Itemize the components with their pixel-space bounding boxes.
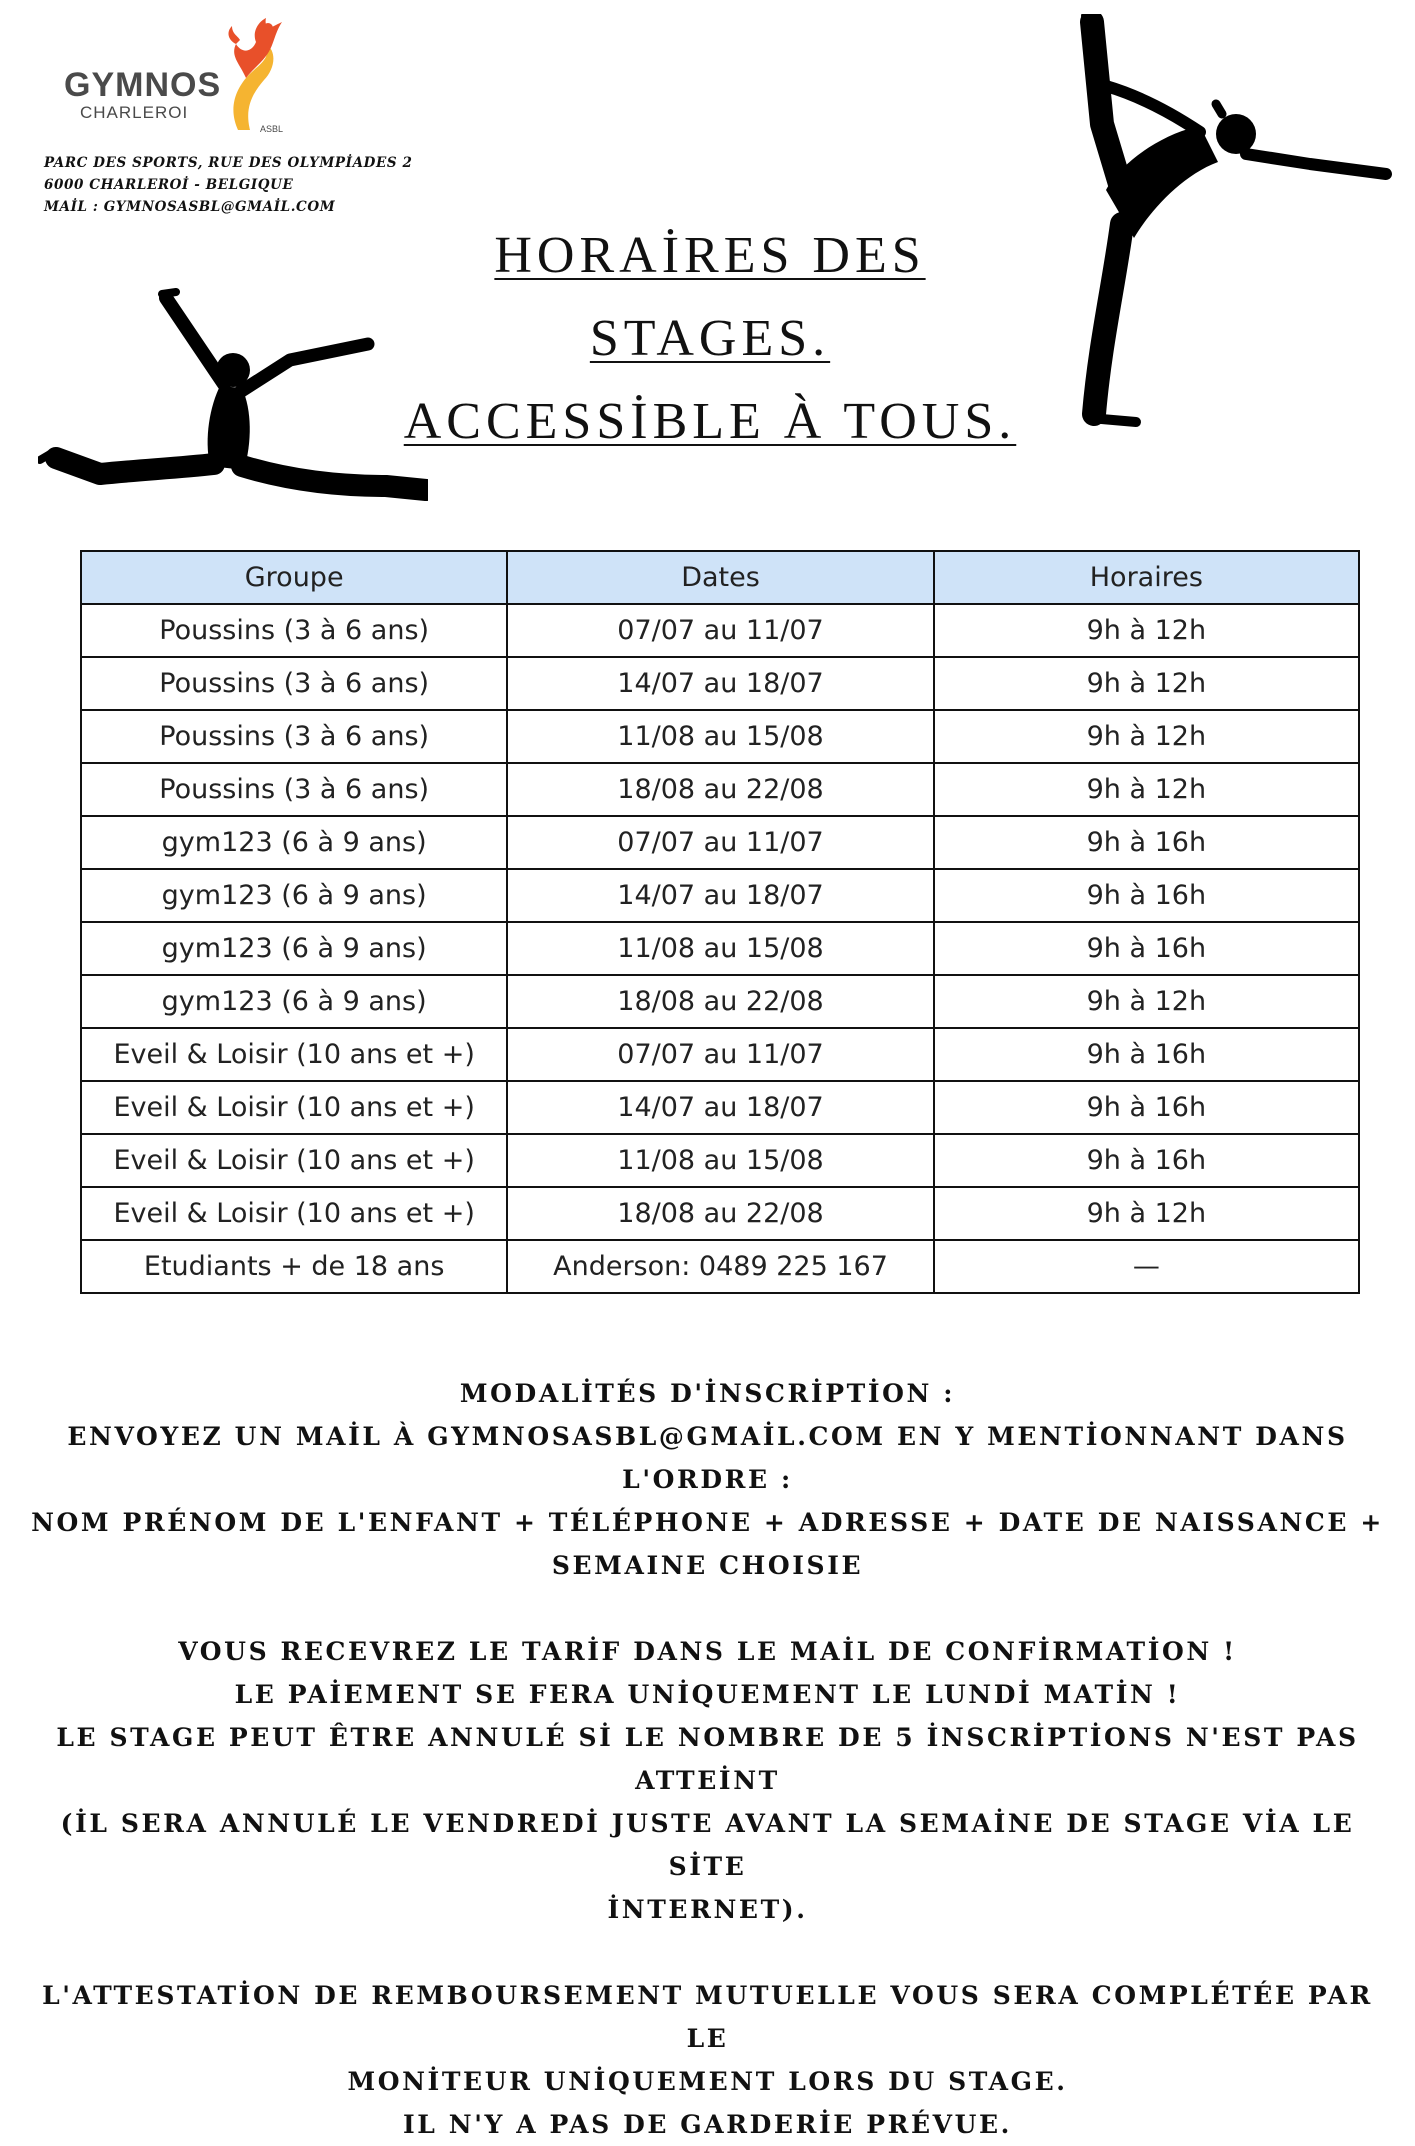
- info-line: ENVOYEZ UN MAİL À GYMNOSASBL@GMAİL.COM EN Y MENTİONNANT DANS L'ORDRE :: [67, 1422, 1348, 1494]
- table-header-row: [81, 551, 1359, 604]
- cell-horaires: —: [934, 1240, 1359, 1293]
- cell-horaires: 9h à 12h: [934, 1187, 1359, 1240]
- cell-dates: Anderson: 0489 225 167: [507, 1240, 933, 1293]
- address-line-1: PARC DES SPORTS, RUE DES OLYMPİADES 2: [44, 155, 413, 171]
- info-line: LE PAİEMENT SE FERA UNİQUEMENT LE LUNDİ MATİN !: [234, 1680, 1181, 1709]
- address-line-3: MAİL : GYMNOSASBL@GMAİL.COM: [44, 199, 336, 215]
- gymnos-logo: [60, 8, 300, 138]
- cell-dates: 14/07 au 18/07: [507, 657, 933, 710]
- header-groupe: Groupe: [81, 551, 507, 604]
- registration-info: [30, 1372, 1385, 2146]
- table-row: [81, 975, 1359, 1028]
- header-dates: Dates: [507, 551, 933, 604]
- cell-dates: 07/07 au 11/07: [507, 604, 933, 657]
- gymnast-balance-silhouette: [1050, 14, 1395, 434]
- cell-horaires: 9h à 12h: [934, 975, 1359, 1028]
- cell-horaires: 9h à 16h: [934, 1081, 1359, 1134]
- table-row: [81, 1240, 1359, 1293]
- cell-horaires: 9h à 16h: [934, 869, 1359, 922]
- info-line: MONİTEUR UNİQUEMENT LORS DU STAGE.: [347, 2067, 1068, 2096]
- table-row: [81, 1081, 1359, 1134]
- cell-dates: 14/07 au 18/07: [507, 869, 933, 922]
- info-heading: MODALİTÉS D'İNSCRİPTİON :: [459, 1379, 956, 1408]
- cell-groupe: Eveil & Loisir (10 ans et +): [81, 1081, 507, 1134]
- cell-horaires: 9h à 12h: [934, 763, 1359, 816]
- cell-horaires: 9h à 12h: [934, 657, 1359, 710]
- cell-groupe: Poussins (3 à 6 ans): [81, 657, 507, 710]
- info-line: IL N'Y A PAS DE GARDERİE PRÉVUE.: [403, 2110, 1012, 2139]
- cell-horaires: 9h à 16h: [934, 1028, 1359, 1081]
- info-line: SEMAINE CHOISIE: [551, 1551, 864, 1580]
- title-line-3: ACCESSİBLE À TOUS.: [403, 393, 1017, 450]
- cell-dates: 11/08 au 15/08: [507, 710, 933, 763]
- cell-groupe: gym123 (6 à 9 ans): [81, 816, 507, 869]
- cell-horaires: 9h à 16h: [934, 922, 1359, 975]
- cell-dates: 18/08 au 22/08: [507, 763, 933, 816]
- cell-dates: 18/08 au 22/08: [507, 975, 933, 1028]
- title-line-2: STAGES.: [589, 310, 831, 367]
- logo-city: CHARLEROI: [80, 103, 189, 122]
- table-row: [81, 1028, 1359, 1081]
- cell-groupe: Eveil & Loisir (10 ans et +): [81, 1028, 507, 1081]
- table-row: [81, 763, 1359, 816]
- table-row: [81, 869, 1359, 922]
- cell-groupe: gym123 (6 à 9 ans): [81, 922, 507, 975]
- table-row: [81, 922, 1359, 975]
- cell-groupe: Eveil & Loisir (10 ans et +): [81, 1187, 507, 1240]
- cell-horaires: 9h à 12h: [934, 710, 1359, 763]
- info-line: LE STAGE PEUT ÊTRE ANNULÉ Sİ LE NOMBRE DE 5 İNSCRİPTİONS N'EST PAS ATTEİNT: [56, 1723, 1359, 1795]
- title-line-1: HORAİRES DES: [494, 227, 926, 284]
- cell-dates: 11/08 au 15/08: [507, 1134, 933, 1187]
- cell-horaires: 9h à 16h: [934, 1134, 1359, 1187]
- table-row: [81, 816, 1359, 869]
- table-row: [81, 604, 1359, 657]
- header-horaires: Horaires: [934, 551, 1359, 604]
- logo-suffix: ASBL: [260, 124, 284, 134]
- cell-dates: 07/07 au 11/07: [507, 816, 933, 869]
- cell-dates: 11/08 au 15/08: [507, 922, 933, 975]
- table-row: [81, 1134, 1359, 1187]
- gymnast-leap-silhouette: [38, 288, 428, 528]
- logo-brand: GYMNOS: [64, 66, 222, 104]
- cell-dates: 18/08 au 22/08: [507, 1187, 933, 1240]
- info-line: İNTERNET).: [607, 1895, 808, 1924]
- cell-groupe: Poussins (3 à 6 ans): [81, 604, 507, 657]
- cell-groupe: Poussins (3 à 6 ans): [81, 763, 507, 816]
- cell-groupe: Poussins (3 à 6 ans): [81, 710, 507, 763]
- cell-groupe: Eveil & Loisir (10 ans et +): [81, 1134, 507, 1187]
- info-line: L'ATTESTATİON DE REMBOURSEMENT MUTUELLE VOUS SERA COMPLÉTÉE PAR LE: [42, 1981, 1373, 2053]
- cell-horaires: 9h à 12h: [934, 604, 1359, 657]
- info-line: VOUS RECEVREZ LE TARİF DANS LE MAİL DE CONFİRMATİON !: [178, 1637, 1237, 1666]
- info-line: NOM PRÉNOM DE L'ENFANT + TÉLÉPHONE + ADRESSE + DATE DE NAISSANCE +: [31, 1508, 1384, 1537]
- address-line-2: 6000 CHARLEROİ - BELGIQUE: [44, 177, 294, 193]
- schedule-table: [80, 550, 1360, 1294]
- cell-horaires: 9h à 16h: [934, 816, 1359, 869]
- table-row: [81, 710, 1359, 763]
- table-row: [81, 657, 1359, 710]
- cell-dates: 07/07 au 11/07: [507, 1028, 933, 1081]
- cell-groupe: Etudiants + de 18 ans: [81, 1240, 507, 1293]
- cell-groupe: gym123 (6 à 9 ans): [81, 869, 507, 922]
- cell-groupe: gym123 (6 à 9 ans): [81, 975, 507, 1028]
- address-block: [44, 152, 413, 218]
- table-row: [81, 1187, 1359, 1240]
- info-line: (İL SERA ANNULÉ LE VENDREDİ JUSTE AVANT LA SEMAİNE DE STAGE VİA LE SİTE: [60, 1809, 1355, 1881]
- cell-dates: 14/07 au 18/07: [507, 1081, 933, 1134]
